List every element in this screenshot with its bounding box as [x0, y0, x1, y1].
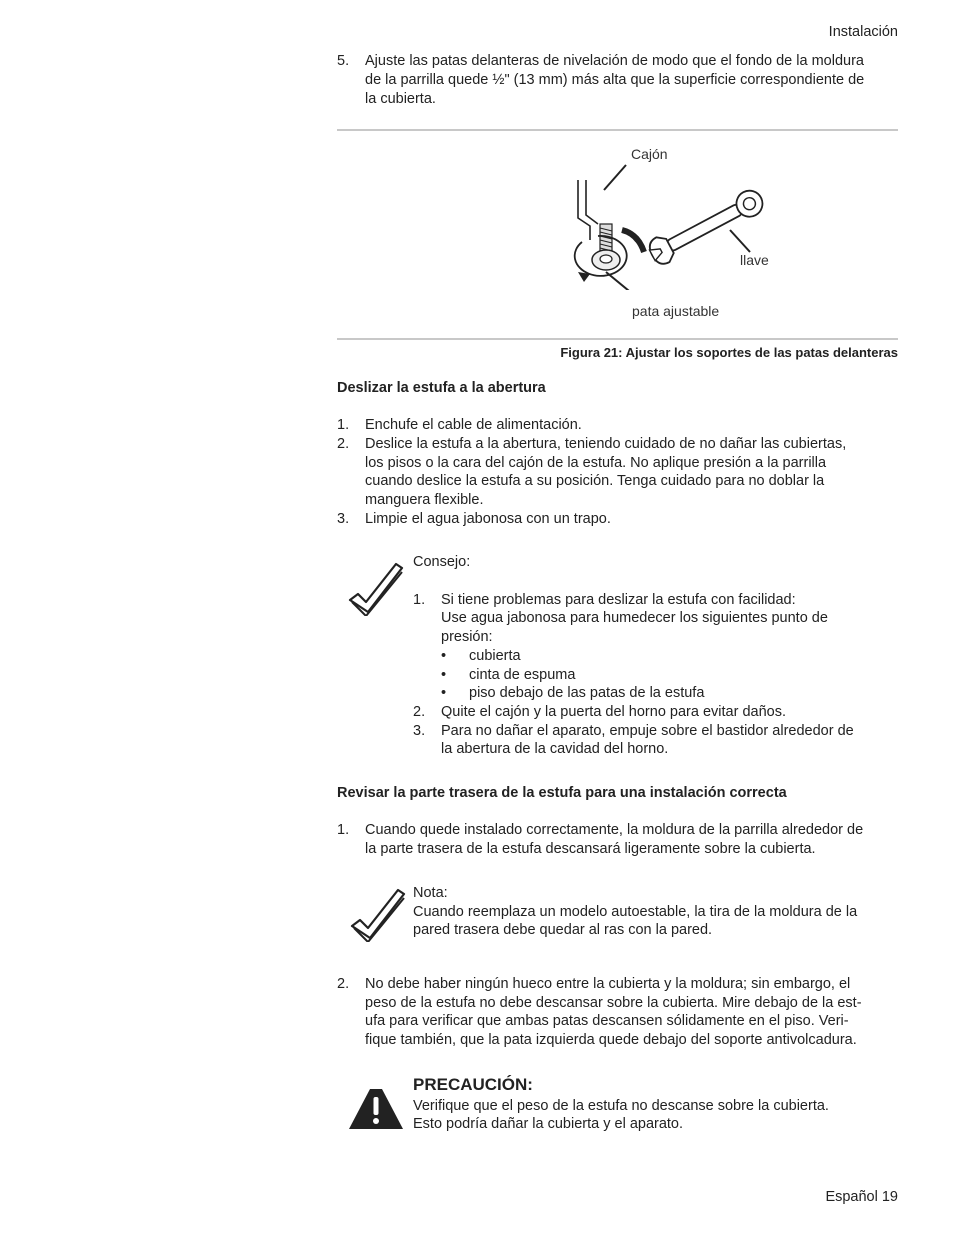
caution-title: PRECAUCIÓN: — [413, 1075, 533, 1094]
tip-text-line: la abertura de la cavidad del horno. — [441, 741, 669, 757]
bullet-item: cinta de espuma — [469, 667, 576, 683]
section-heading: Revisar la parte trasera de la estufa para una instalación correcta — [337, 785, 787, 801]
tip-number: 3. — [413, 723, 426, 739]
warning-icon — [348, 1087, 404, 1131]
section-heading: Deslizar la estufa a la abertura — [337, 380, 546, 396]
step-text-line: ufa para verificar que ambas patas descansen sólidamente en el piso. Veri- — [365, 1013, 849, 1029]
tip-text-line: Quite el cajón y la puerta del horno para evitar daños. — [441, 704, 786, 720]
tip-text-line: presión: — [441, 629, 493, 645]
step-number: 1. — [337, 417, 350, 433]
step-number: 1. — [337, 822, 350, 838]
leveling-leg-illustration — [560, 160, 790, 290]
tip-title: Consejo: — [413, 554, 471, 570]
drawer-label: Cajón — [631, 146, 668, 162]
bullet: • — [441, 648, 447, 664]
step-number: 2. — [337, 436, 350, 452]
step-number: 2. — [337, 976, 350, 992]
step-text-line: manguera flexible. — [365, 492, 484, 508]
note-title: Nota: — [413, 885, 448, 901]
step-text-line: los pisos o la cara del cajón de la estufa. No aplique presión a la parrilla — [365, 455, 827, 471]
tip-number: 1. — [413, 592, 426, 608]
tip-text-line: Para no dañar el aparato, empuje sobre el bastidor alrededor de — [441, 723, 854, 739]
step-text-line: Deslice la estufa a la abertura, teniendo cuidado de no dañar las cubiertas, — [365, 436, 847, 452]
step-text-line: de la parrilla quede ½" (13 mm) más alta que la superficie correspondiente de — [365, 72, 865, 88]
step-text-line: No debe haber ningún hueco entre la cubierta y la moldura; sin embargo, el — [365, 976, 851, 992]
figure-bottom-rule — [337, 338, 898, 340]
note-text-line: pared trasera debe quedar al ras con la pared. — [413, 922, 713, 938]
step-text-line: Cuando quede instalado correctamente, la moldura de la parrilla alrededor de — [365, 822, 864, 838]
step-text-line: Enchufe el cable de alimentación. — [365, 417, 582, 433]
step-text-line: Limpie el agua jabonosa con un trapo. — [365, 511, 611, 527]
tip-text-line: Use agua jabonosa para humedecer los siguientes punto de — [441, 610, 828, 626]
bullet-item: cubierta — [469, 648, 521, 664]
bullet: • — [441, 667, 447, 683]
running-header: Instalación — [828, 24, 898, 40]
step-text-line: cuando deslice la estufa a su posición. Tenga cuidado para no doblar la — [365, 473, 825, 489]
step-text-line: Ajuste las patas delanteras de nivelación de modo que el fondo de la moldura — [365, 53, 864, 69]
step-text-line: peso de la estufa no debe descansar sobre la cubierta. Mire debajo de la est- — [365, 995, 862, 1011]
tip-number: 2. — [413, 704, 426, 720]
note-text-line: Cuando reemplaza un modelo autoestable, la tira de la moldura de la — [413, 904, 858, 920]
figure-caption: Figura 21: Ajustar los soportes de las patas delanteras — [560, 345, 898, 360]
adjustable-foot-label: pata ajustable — [632, 303, 720, 319]
bullet: • — [441, 685, 447, 701]
step-number: 5. — [337, 53, 350, 69]
page-number: Español 19 — [825, 1189, 898, 1205]
step-number: 3. — [337, 511, 350, 527]
checkmark-icon — [348, 886, 406, 942]
bullet-item: piso debajo de las patas de la estufa — [469, 685, 705, 701]
caution-text-line: Verifique que el peso de la estufa no descanse sobre la cubierta. — [413, 1098, 829, 1114]
wrench-label: llave — [740, 252, 769, 268]
step-text-line: la parte trasera de la estufa descansará ligeramente sobre la cubierta. — [365, 841, 816, 857]
step-text-line: la cubierta. — [365, 91, 436, 107]
checkmark-icon — [346, 560, 404, 616]
figure-top-rule — [337, 129, 898, 131]
tip-text-line: Si tiene problemas para deslizar la estufa con facilidad: — [441, 592, 796, 608]
caution-text-line: Esto podría dañar la cubierta y el aparato. — [413, 1116, 684, 1132]
step-text-line: fique también, que la pata izquierda quede debajo del soporte antivolcadura. — [365, 1032, 857, 1048]
